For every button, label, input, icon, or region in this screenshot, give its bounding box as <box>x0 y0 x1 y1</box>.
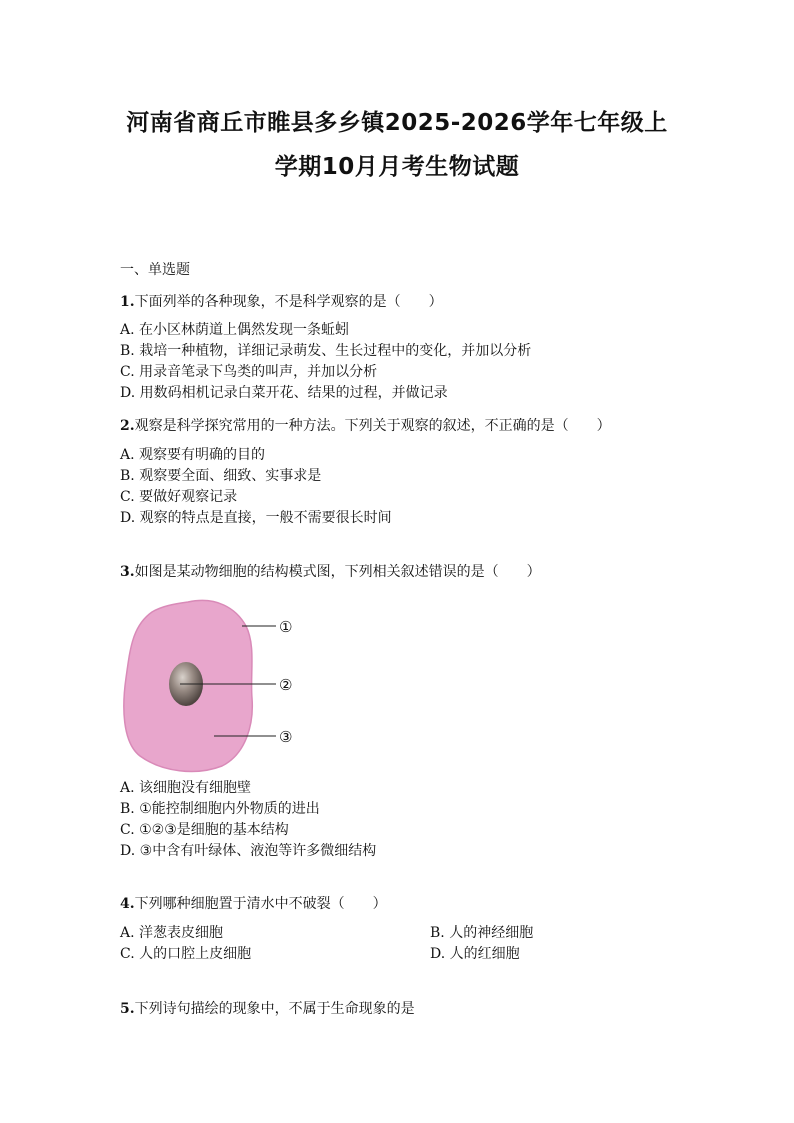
question-1-stem <box>120 291 443 311</box>
label-2: ② <box>279 676 293 694</box>
question-text: 下面列举的各种现象，不是科学观察的是（ ） <box>134 294 443 310</box>
question-number: 5. <box>120 1001 135 1017</box>
question-4-option-b: B. 人的神经细胞 <box>430 925 534 941</box>
animal-cell-diagram <box>118 596 308 774</box>
label-3: ③ <box>279 728 293 746</box>
question-2-stem <box>120 415 611 435</box>
question-1-option-b: B. 栽培一种植物，详细记录萌发、生长过程中的变化，并加以分析 <box>120 343 532 359</box>
question-1-option-c: C. 用录音笔录下鸟类的叫声，并加以分析 <box>120 364 378 380</box>
question-3-stem <box>120 561 541 581</box>
question-4-option-c: C. 人的口腔上皮细胞 <box>120 946 252 962</box>
question-3-option-a: A. 该细胞没有细胞壁 <box>120 780 252 796</box>
question-3-option-b: B. ①能控制细胞内外物质的进出 <box>120 801 320 817</box>
section-heading: 一、单选题 <box>120 262 190 278</box>
question-1-option-a: A. 在小区林荫道上偶然发现一条蚯蚓 <box>120 322 350 338</box>
question-number: 4. <box>120 896 135 912</box>
question-3-option-d: D. ③中含有叶绿体、液泡等许多微细结构 <box>120 843 377 859</box>
question-1-option-d: D. 用数码相机记录白菜开花、结果的过程，并做记录 <box>120 385 448 401</box>
question-2-option-d: D. 观察的特点是直接，一般不需要很长时间 <box>120 510 392 526</box>
document-title-line-1: 河南省商丘市睢县多乡镇2025-2026学年七年级上 <box>126 110 668 136</box>
document-title-line-2: 学期10月月考生物试题 <box>274 154 520 180</box>
question-text: 下列哪种细胞置于清水中不破裂（ ） <box>134 896 387 912</box>
question-text: 观察是科学探究常用的一种方法。下列关于观察的叙述，不正确的是（ ） <box>134 418 611 434</box>
question-2-option-a: A. 观察要有明确的目的 <box>120 447 266 463</box>
question-4-stem <box>120 893 387 913</box>
question-5-stem <box>120 998 415 1018</box>
question-4-option-a: A. 洋葱表皮细胞 <box>120 925 224 941</box>
question-3-option-c: C. ①②③是细胞的基本结构 <box>120 822 289 838</box>
question-2-option-c: C. 要做好观察记录 <box>120 489 238 505</box>
question-text: 如图是某动物细胞的结构模式图，下列相关叙述错误的是（ ） <box>134 564 541 580</box>
question-number: 3. <box>120 564 135 580</box>
question-number: 1. <box>120 294 135 310</box>
question-text: 下列诗句描绘的现象中，不属于生命现象的是 <box>134 1001 415 1017</box>
question-number: 2. <box>120 418 135 434</box>
question-4-option-d: D. 人的红细胞 <box>430 946 520 962</box>
question-2-option-b: B. 观察要全面、细致、实事求是 <box>120 468 322 484</box>
label-1: ① <box>279 618 293 636</box>
